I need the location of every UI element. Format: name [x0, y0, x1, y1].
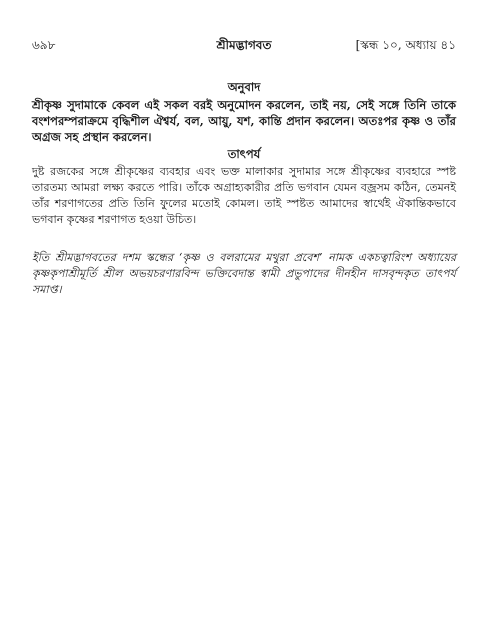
page-number: ৬৯৮: [32, 38, 56, 52]
purport-text: দুষ্ট রজকের সঙ্গে শ্রীকৃষ্ণের ব্যবহার এবং ভক্ত মালাকার সুদামার সঙ্গে শ্রীকৃষ্ণের ব্যবহারে স্পষ্ট তারতম্য আমরা লক্ষ্য করতে পারি। তাঁকে অগ্রাহ্যকারীর প্রতি ভগবান যেমন বজ্রসম কঠিন, তেমনই তাঁর শরণাগতের প্রতি তিনি ফুলের মতোই কোমল। তাই স্পষ্টত আমাদের স্বার্থেই ঐকান্তিকভাবে ভগবান কৃষ্ণের শরণাগত হওয়া উচিত।: [32, 165, 456, 226]
page-header: [32, 36, 456, 54]
purport-heading: তাৎপর্য: [227, 147, 261, 161]
chapter-closing-text: ইতি শ্রীমদ্ভাগবতের দশম স্কন্ধের ‘কৃষ্ণ ও বলরামের মথুরা প্রবেশ’ নামক একচত্বারিংশ অধ্যায়ের কৃষ্ণকৃপাশ্রীমূর্তি শ্রীল অভয়চরণারবিন্দ ভক্তিবেদান্ত স্বামী প্রভুপাদের দীনহীন দাসবৃন্দকৃত তাৎপর্য সমাপ্ত।: [32, 251, 456, 296]
translation-text: শ্রীকৃষ্ণ সুদামাকে কেবল এই সকল বরই অনুমোদন করলেন, তাই নয়, সেই সঙ্গে তিনি তাকে বংশপরম্পরাক্রমে বৃদ্ধিশীল ঐশ্বর্য, বল, আয়ু, যশ, কান্তি প্রদান করলেন। অতঃপর কৃষ্ণ ও তাঁর অগ্রজ সহ প্রস্থান করলেন।: [32, 98, 456, 144]
book-title: শ্রীমদ্ভাগবত: [216, 38, 272, 52]
document-page: [32, 36, 456, 298]
translation-heading: অনুবাদ: [227, 80, 261, 94]
chapter-location: [স্কন্ধ ১০, অধ্যায় ৪১: [355, 38, 456, 52]
